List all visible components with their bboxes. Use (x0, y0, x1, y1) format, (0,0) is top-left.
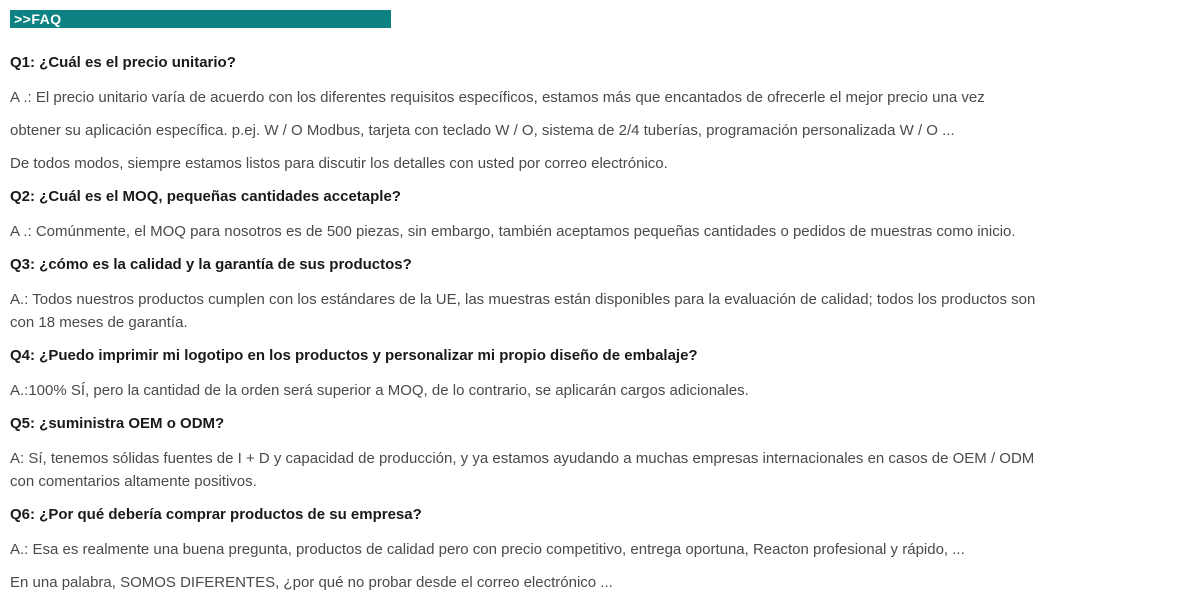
faq-list (10, 28, 1062, 594)
faq-answer-paragraph: A .: Comúnmente, el MOQ para nosotros es de 500 piezas, sin embargo, también aceptamos pequeñas cantidades o pedidos de muestras como inicio. (10, 223, 1016, 240)
faq-question: Q1: ¿Cuál es el precio unitario? (10, 54, 236, 71)
faq-section-header (10, 10, 391, 28)
faq-answer-paragraph: A .: El precio unitario varía de acuerdo con los diferentes requisitos específicos, estamos más que encantados de ofrecerle el mejor precio una vez (10, 89, 985, 106)
faq-answer-paragraph: A.: Todos nuestros productos cumplen con los estándares de la UE, las muestras están disponibles para la evaluación de calidad; todos los productos son con 18 meses de garantía. (10, 291, 1036, 331)
faq-question: Q3: ¿cómo es la calidad y la garantía de sus productos? (10, 256, 412, 273)
faq-section-title: >>FAQ (14, 11, 62, 27)
faq-question: Q4: ¿Puedo imprimir mi logotipo en los productos y personalizar mi propio diseño de embalaje? (10, 347, 698, 364)
faq-answer-paragraph: De todos modos, siempre estamos listos para discutir los detalles con usted por correo electrónico. (10, 155, 668, 172)
faq-answer-paragraph: A.:100% SÍ, pero la cantidad de la orden será superior a MOQ, de lo contrario, se aplicarán cargos adicionales. (10, 382, 749, 399)
faq-question: Q2: ¿Cuál es el MOQ, pequeñas cantidades accetaple? (10, 188, 401, 205)
faq-question: Q5: ¿suministra OEM o ODM? (10, 415, 225, 432)
faq-answer-paragraph: obtener su aplicación específica. p.ej. W / O Modbus, tarjeta con teclado W / O, sistema de 2/4 tuberías, programación personalizada W / O ... (10, 122, 955, 139)
faq-answer-paragraph: En una palabra, SOMOS DIFERENTES, ¿por qué no probar desde el correo electrónico ... (10, 574, 613, 591)
faq-answer-paragraph: A: Sí, tenemos sólidas fuentes de I + D y capacidad de producción, y ya estamos ayudando a muchas empresas internacionales en casos de OEM / ODM con comentarios altamente positivos. (10, 450, 1035, 490)
faq-answer-paragraph: A.: Esa es realmente una buena pregunta, productos de calidad pero con precio competitivo, entrega oportuna, Reacton profesional y rápido, ... (10, 541, 965, 558)
faq-question: Q6: ¿Por qué debería comprar productos de su empresa? (10, 506, 422, 523)
